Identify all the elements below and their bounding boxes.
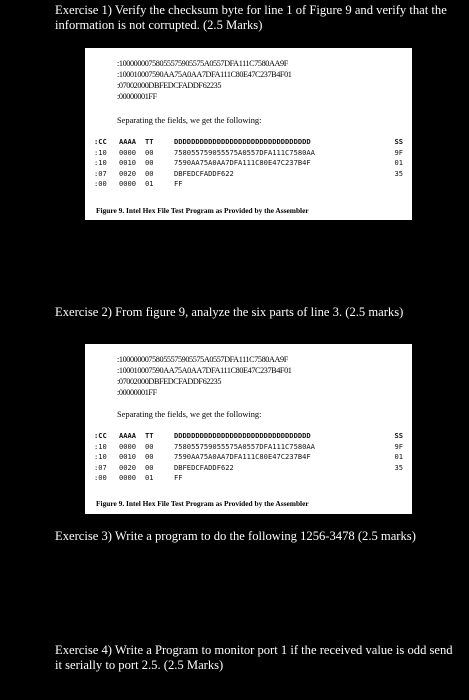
table-row bbox=[94, 148, 403, 159]
figure-9-image bbox=[85, 48, 412, 220]
figure-caption: Figure 9. Intel Hex File Test Program as Provided by the Assembler bbox=[96, 499, 309, 508]
exercise-2-text: Exercise 2) From figure 9, analyze the six parts of line 3. (2.5 marks) bbox=[55, 305, 404, 319]
hex-line: :07002000DBFEDCFADDF62235 bbox=[117, 377, 222, 386]
table-cell: 758055759055575A0557DFA111C7580AA bbox=[174, 441, 315, 451]
table-header-cell: AAAA bbox=[119, 137, 137, 146]
table-cell: FF bbox=[174, 179, 183, 189]
table-cell: 7590AA75A0AA7DFA111C80E47C237B4F bbox=[174, 158, 311, 168]
table-header-cell: TT bbox=[145, 431, 154, 440]
table-cell: 0000 bbox=[119, 179, 137, 189]
table-header-cell: SS bbox=[394, 137, 403, 146]
hex-line: :10000000758055575905575A0557DFA111C7580AA9F bbox=[117, 355, 288, 364]
table-row bbox=[94, 452, 403, 463]
table-cell: 01 bbox=[394, 452, 403, 462]
hex-line: :00000001FF bbox=[117, 388, 157, 397]
table-row bbox=[94, 169, 403, 180]
table-cell: 0000 bbox=[119, 441, 137, 451]
table-cell: 758055759055575A0557DFA111C7580AA bbox=[174, 147, 315, 157]
table-cell: :10 bbox=[94, 452, 107, 462]
table-cell: 01 bbox=[145, 179, 154, 189]
table-cell: 01 bbox=[394, 158, 403, 168]
table-row bbox=[94, 473, 403, 484]
table-header-cell: :CC bbox=[94, 137, 107, 146]
table-cell: FF bbox=[174, 473, 183, 483]
table-cell: 0020 bbox=[119, 168, 137, 178]
table-cell: 00 bbox=[145, 147, 154, 157]
table-header-row bbox=[94, 431, 403, 442]
fields-table bbox=[94, 137, 403, 190]
separating-caption: Separating the fields, we get the following: bbox=[117, 116, 262, 125]
table-header-cell: SS bbox=[394, 431, 403, 440]
table-header-cell: TT bbox=[145, 137, 154, 146]
hex-file-lines bbox=[117, 58, 291, 102]
table-cell: :00 bbox=[94, 473, 107, 483]
table-header-cell: DDDDDDDDDDDDDDDDDDDDDDDDDDDDDDDD bbox=[174, 431, 311, 440]
table-cell: 01 bbox=[145, 473, 154, 483]
table-cell: :07 bbox=[94, 168, 107, 178]
table-row bbox=[94, 158, 403, 169]
table-cell: 35 bbox=[394, 168, 403, 178]
table-row bbox=[94, 463, 403, 474]
table-cell: :00 bbox=[94, 179, 107, 189]
table-cell: 0000 bbox=[119, 147, 137, 157]
table-cell: :10 bbox=[94, 441, 107, 451]
fields-table bbox=[94, 431, 403, 484]
table-cell: 0010 bbox=[119, 158, 137, 168]
exercise-1-text: Exercise 1) Verify the checksum byte for line 1 of Figure 9 and verify that the information is not corrupted. (2.5 Marks) bbox=[55, 3, 447, 32]
table-row bbox=[94, 442, 403, 453]
table-cell: 9F bbox=[394, 441, 403, 451]
table-cell: :10 bbox=[94, 158, 107, 168]
hex-line: :00000001FF bbox=[117, 92, 157, 101]
table-cell: 00 bbox=[145, 452, 154, 462]
hex-line: :10000000758055575905575A0557DFA111C7580AA9F bbox=[117, 59, 288, 68]
separating-caption: Separating the fields, we get the following: bbox=[117, 410, 262, 419]
table-cell: 9F bbox=[394, 147, 403, 157]
table-cell: :07 bbox=[94, 462, 107, 472]
table-cell: 00 bbox=[145, 441, 154, 451]
table-cell: DBFEDCFADDF622 bbox=[174, 462, 234, 472]
hex-line: :100010007590AA75A0AA7DFA111C80E47C237B4F01 bbox=[117, 366, 292, 375]
exercise-3-text: Exercise 3) Write a program to do the following 1256-3478 (2.5 marks) bbox=[55, 529, 416, 543]
table-cell: 00 bbox=[145, 158, 154, 168]
table-cell: 00 bbox=[145, 462, 154, 472]
hex-line: :07002000DBFEDCFADDF62235 bbox=[117, 81, 222, 90]
table-cell: 35 bbox=[394, 462, 403, 472]
table-cell: :10 bbox=[94, 147, 107, 157]
table-cell: 0020 bbox=[119, 462, 137, 472]
table-header-cell: DDDDDDDDDDDDDDDDDDDDDDDDDDDDDDDD bbox=[174, 137, 311, 146]
table-cell: 0000 bbox=[119, 473, 137, 483]
table-cell: 0010 bbox=[119, 452, 137, 462]
exercise-4-text: Exercise 4) Write a Program to monitor port 1 if the received value is odd send it serially to port 2.5. (2.5 Marks) bbox=[55, 643, 453, 672]
table-header-cell: :CC bbox=[94, 431, 107, 440]
table-cell: 7590AA75A0AA7DFA111C80E47C237B4F bbox=[174, 452, 311, 462]
table-cell: 00 bbox=[145, 168, 154, 178]
figure-caption: Figure 9. Intel Hex File Test Program as Provided by the Assembler bbox=[96, 206, 309, 215]
hex-file-lines bbox=[117, 354, 291, 398]
figure-9-image-repeat bbox=[85, 344, 412, 514]
table-cell: DBFEDCFADDF622 bbox=[174, 168, 234, 178]
hex-line: :100010007590AA75A0AA7DFA111C80E47C237B4F01 bbox=[117, 70, 292, 79]
table-header-cell: AAAA bbox=[119, 431, 137, 440]
table-header-row bbox=[94, 137, 403, 148]
table-row bbox=[94, 179, 403, 190]
